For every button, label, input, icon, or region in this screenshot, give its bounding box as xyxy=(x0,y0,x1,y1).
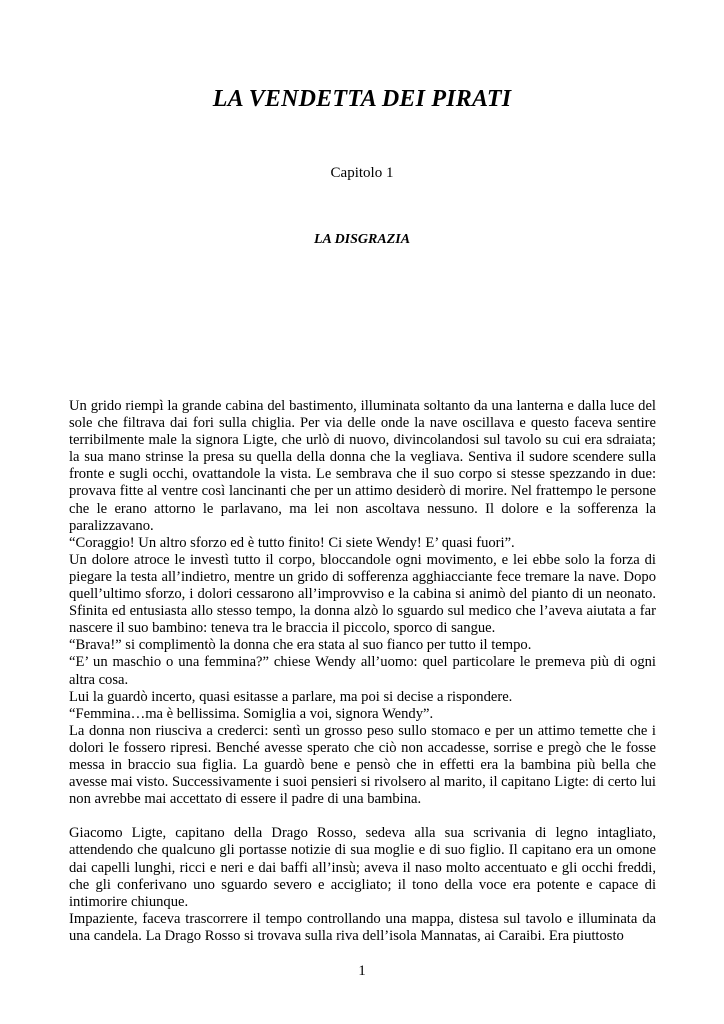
paragraph: “E’ un maschio o una femmina?” chiese Wendy all’uomo: quel particolare le premeva più di ogni altra cosa. xyxy=(69,654,656,688)
paragraph: “Brava!” si complimentò la donna che era stata al suo fianco per tutto il tempo. xyxy=(69,637,532,654)
chapter-label: Capitolo 1 xyxy=(330,165,394,181)
body-text xyxy=(69,398,656,945)
paragraph: Impaziente, faceva trascorrere il tempo controllando una mappa, distesa sul tavolo e illuminata da una candela. La Drago Rosso si trovava sulla riva dell’isola Mannatas, ai Caraibi. Era piuttosto xyxy=(69,910,656,944)
paragraph: “Coraggio! Un altro sforzo ed è tutto finito! Ci siete Wendy! E’ quasi fuori”. xyxy=(69,534,515,551)
document-title: LA VENDETTA DEI PIRATI xyxy=(212,86,512,112)
paragraph: La donna non riusciva a crederci: sentì un grosso peso sullo stomaco e per un attimo temette che i dolori le fossero ripresi. Benché avesse sperato che ciò non accadesse, sorrise e pregò che le fosse messa in braccio sua figlia. La guardò bene e pensò che in effetti era la bambina più bella che avesse mai visto. Successivamente i suoi pensieri si rivolsero al marito, il capitano Ligte: di certo lui non avrebbe mai accettato di essere il padre di una bambina. xyxy=(69,722,656,808)
paragraph: Un grido riempì la grande cabina del bastimento, illuminata soltanto da una lanterna e dalla luce del sole che filtrava dai fori sulla chiglia. Per via delle onde la nave oscillava e questo faceva sentire terribilmente male la signora Ligte, che urlò di nuovo, divincolandosi sul tavolo su cui era sdraiata; la sua mano strinse la presa su quella della donna che la vegliava. Sentiva il sudore scendere sulla fronte e sugli occhi, ovattandole la vista. Le sembrava che il suo corpo si stesse spezzando in due: provava fitte al ventre così lancinanti che per un attimo desiderò di morire. Nel frattempo le persone che le erano attorno le parlavano, ma lei non ascoltava nessuno. Il dolore e la sofferenza la paralizzavano. xyxy=(69,398,656,534)
chapter-title: LA DISGRAZIA xyxy=(313,232,411,247)
paragraph: “Femmina…ma è bellissima. Somiglia a voi, signora Wendy”. xyxy=(69,705,434,722)
page-number: 1 xyxy=(358,963,366,979)
paragraph: Lui la guardò incerto, quasi esitasse a parlare, ma poi si decise a rispondere. xyxy=(69,688,513,705)
paragraph: Giacomo Ligte, capitano della Drago Rosso, sedeva alla sua scrivania di legno intagliato, attendendo che qualcuno gli portasse notizie di sua moglie e di suo figlio. Il capitano era un omone dai capelli lunghi, ricci e neri e dai baffi all’insù; aveva il naso molto accentuato e gli occhi freddi, che gli conferivano uno sguardo severo e accigliato; il tono della voce era potente e capace di intimorire chiunque. xyxy=(69,825,656,910)
paragraph: Un dolore atroce le investì tutto il corpo, bloccandole ogni movimento, e lei ebbe solo la forza di piegare la testa all’indietro, mentre un grido di sofferenza agghiacciante fece tremare la nave. Dopo quell’ultimo sforzo, i dolori cessarono all’improvviso e la cabina si animò del pianto di un neonato. Sfinita ed entusiasta allo stesso tempo, la donna alzò lo sguardo sul medico che l’aveva aiutata a far nascere il suo bambino: teneva tra le braccia il piccolo, sporco di sangue. xyxy=(69,551,656,637)
